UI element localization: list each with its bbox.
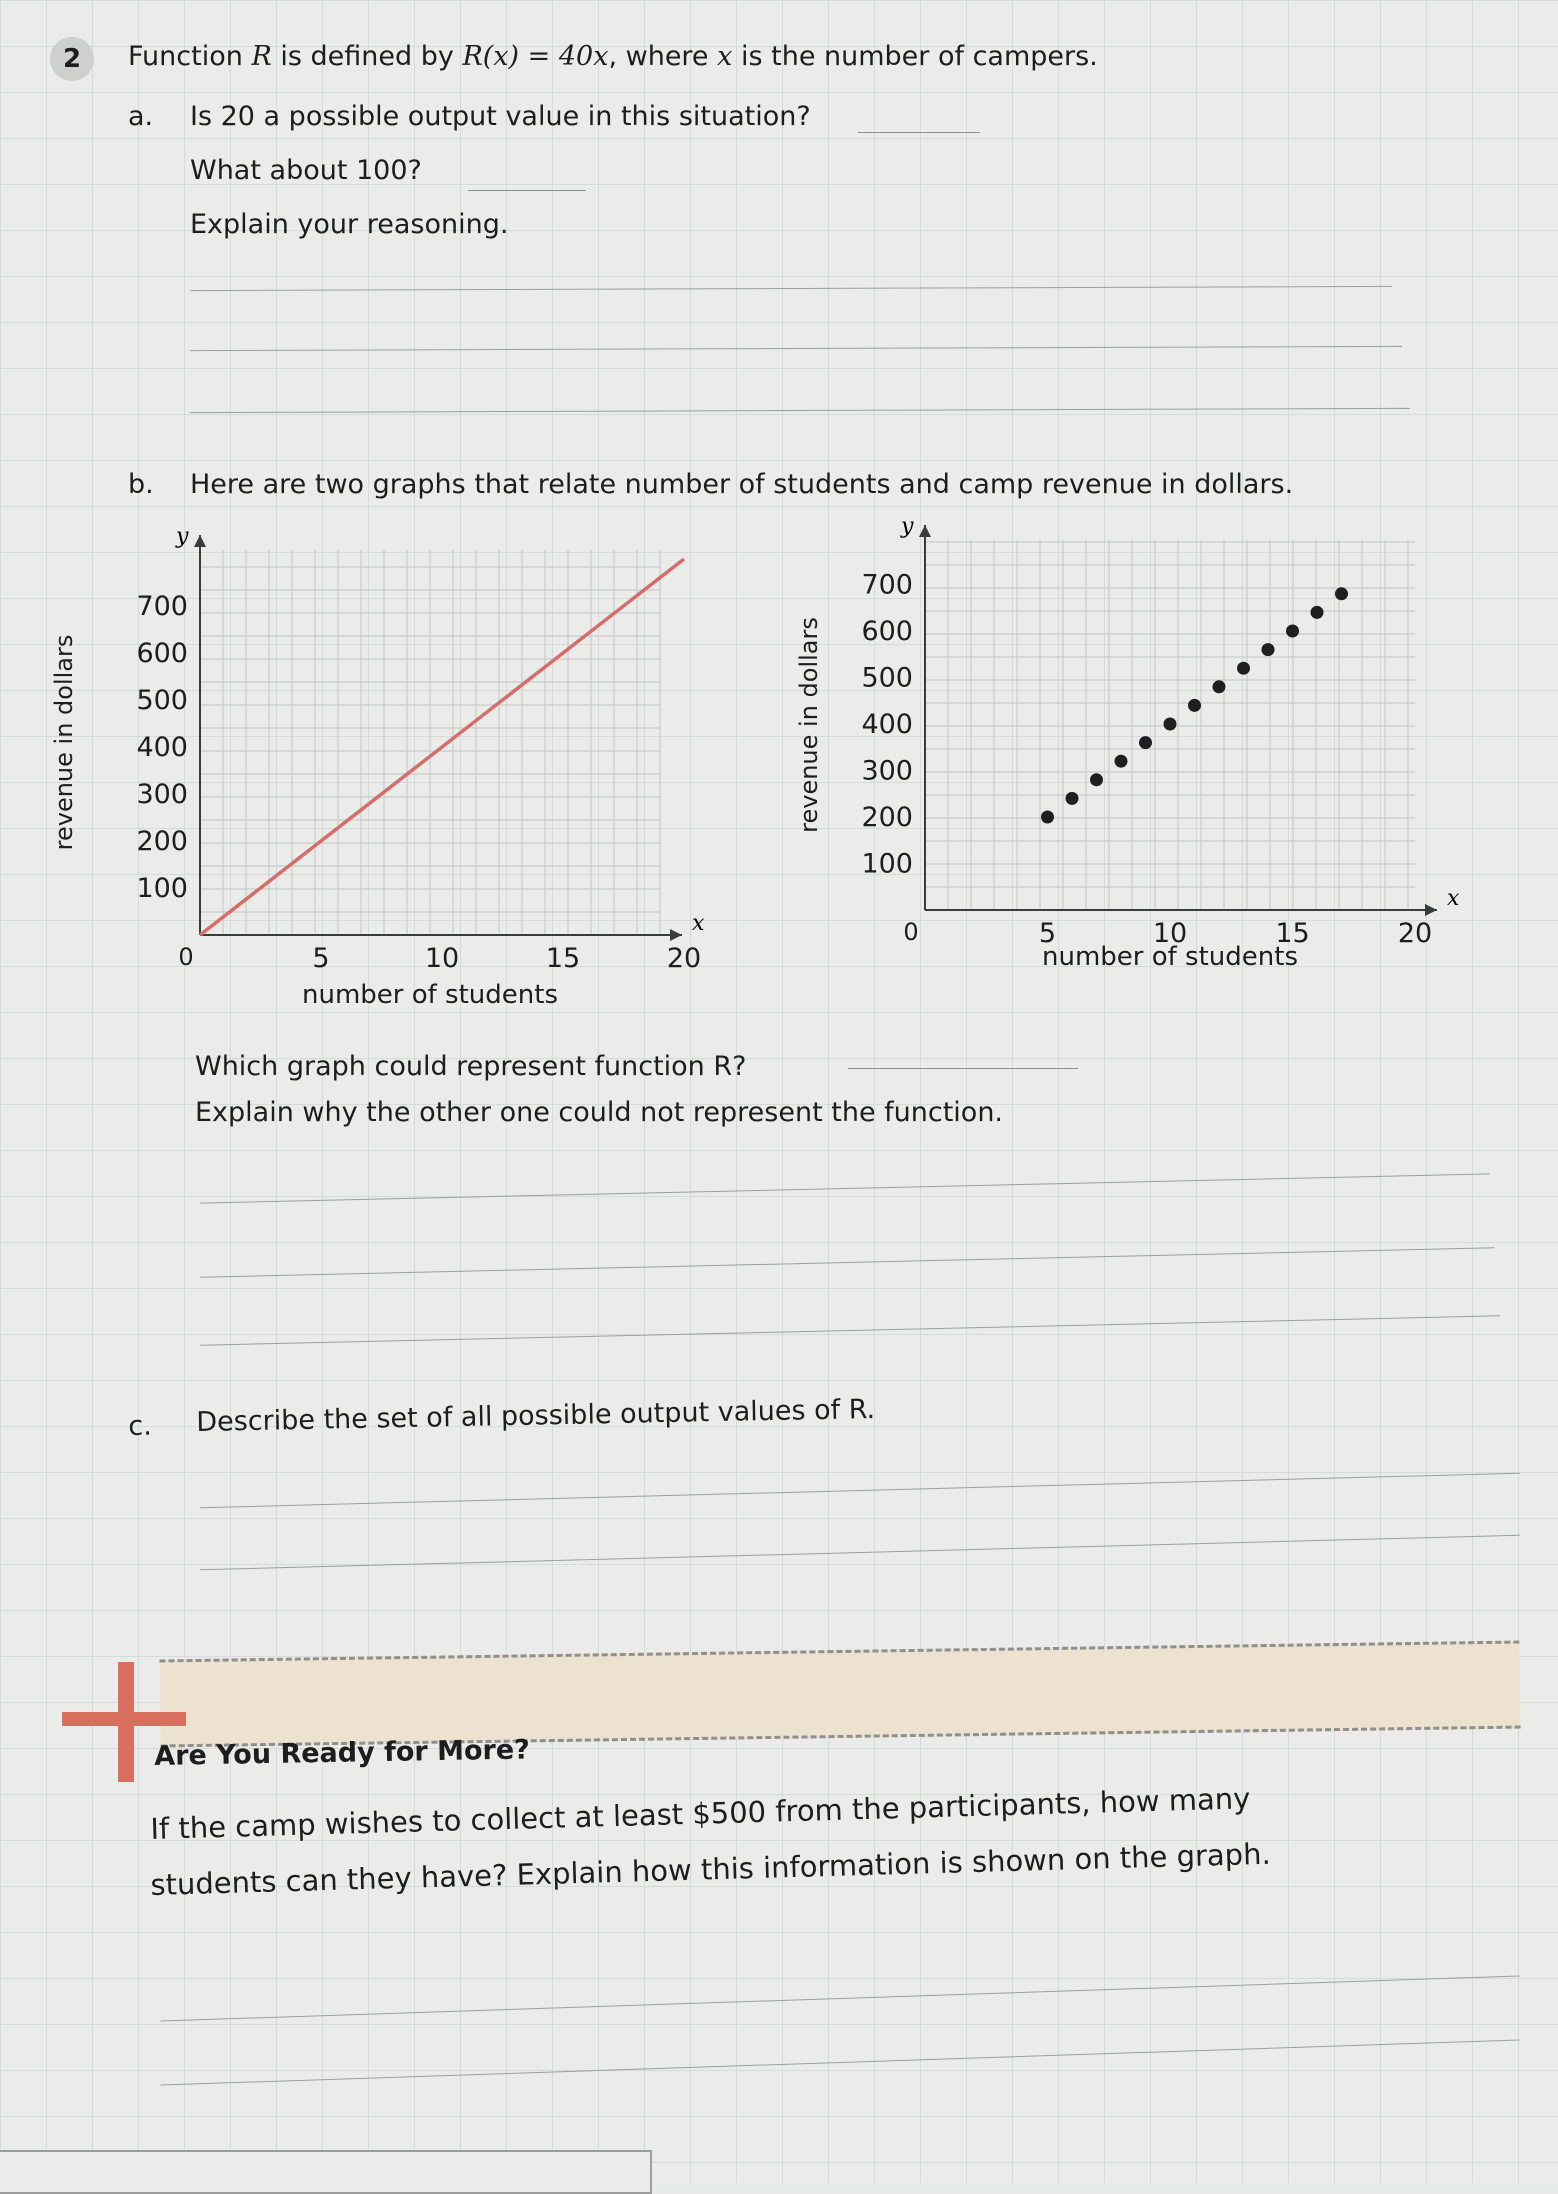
explain-other-question: Explain why the other one could not represent the function. [195, 1097, 1004, 1128]
data-point [1090, 773, 1103, 786]
which-graph-question: Which graph could represent function R? [195, 1051, 747, 1082]
y-tick-label: 400 [136, 732, 188, 763]
y-axis-symbol: y [901, 514, 914, 539]
part-a-label: a. [128, 101, 154, 132]
origin-label: 0 [178, 943, 194, 971]
x-tick-label: 10 [424, 943, 460, 974]
x-tick-label: 15 [545, 943, 581, 974]
answer-line-b2[interactable] [200, 1247, 1495, 1277]
stem-suffix: , where [608, 41, 709, 72]
x-axis-symbol: x [692, 911, 705, 936]
x-tick-label: 5 [1038, 918, 1057, 949]
y-tick-label: 500 [861, 662, 913, 694]
y-tick-label: 400 [861, 709, 913, 740]
ready-banner [159, 1641, 1520, 1748]
answer-blank-a2[interactable] [468, 190, 586, 191]
stem-end: is the number of campers. [740, 41, 1098, 72]
x-tick-label: 20 [666, 943, 702, 974]
data-point [1139, 736, 1152, 749]
x-tick-label: 10 [1152, 918, 1188, 949]
stem-x: x [717, 41, 733, 72]
y-tick-label: 200 [861, 802, 913, 833]
answer-line-c1[interactable] [200, 1473, 1520, 1509]
x-axis-arrow-icon [670, 929, 682, 941]
x-axis-label: number of students [301, 980, 559, 1010]
data-point [1164, 718, 1177, 731]
y-tick-label: 600 [136, 638, 188, 669]
x-axis-label: number of students [1041, 942, 1299, 972]
data-point [1213, 680, 1226, 693]
part-a-question-1: Is 20 a possible output value in this situation? [190, 101, 811, 132]
y-axis-label: revenue in dollars [50, 634, 78, 851]
stem-mid: is defined by [280, 41, 454, 72]
answer-line-a3[interactable] [190, 408, 1410, 413]
line-graph [50, 524, 760, 1020]
y-axis-label: revenue in dollars [795, 617, 823, 833]
y-tick-label: 200 [136, 826, 188, 857]
data-point [1286, 625, 1299, 638]
ready-title: Are You Ready for More? [154, 1734, 531, 1772]
stem-formula: R(x) = 40x [462, 41, 609, 72]
part-a-question-2: What about 100? [190, 155, 422, 186]
ready-line-2: students can they have? Explain how this information is shown on the graph. [150, 1836, 1272, 1902]
data-point [1311, 606, 1324, 619]
x-tick-label: 15 [1275, 918, 1310, 949]
answer-line-r1[interactable] [160, 1975, 1519, 2021]
question-stem [128, 40, 1098, 74]
part-c-prompt: Describe the set of all possible output values of R. [196, 1393, 876, 1438]
plus-icon [118, 1662, 134, 1782]
y-axis-arrow-icon [194, 535, 206, 547]
x-axis-symbol: x [1447, 886, 1460, 911]
part-a-question-3: Explain your reasoning. [190, 209, 509, 240]
part-b-intro: Here are two graphs that relate number of students and camp revenue in dollars. [190, 469, 1294, 500]
answer-line-r2[interactable] [160, 2039, 1519, 2085]
y-tick-label: 700 [136, 591, 188, 622]
answer-blank-which-graph[interactable] [848, 1068, 1078, 1069]
data-point [1262, 643, 1275, 656]
data-point [1188, 699, 1201, 712]
data-point [1335, 587, 1348, 600]
y-tick-label: 100 [136, 873, 188, 904]
stem-r: R [251, 41, 272, 72]
data-point [1237, 662, 1250, 675]
data-point [1115, 755, 1128, 768]
y-tick-label: 300 [861, 755, 913, 787]
answer-line-c2[interactable] [200, 1535, 1520, 1571]
data-point [1041, 811, 1054, 824]
y-tick-label: 700 [861, 569, 913, 601]
answer-line-a2[interactable] [190, 346, 1402, 351]
scatter-graph [775, 514, 1485, 1005]
answer-blank-a1[interactable] [858, 132, 980, 133]
y-tick-label: 600 [861, 616, 913, 647]
y-tick-label: 300 [136, 779, 188, 810]
origin-label: 0 [903, 918, 919, 946]
data-point [1066, 792, 1079, 805]
y-axis-symbol: y [176, 524, 189, 549]
answer-line-a1[interactable] [190, 286, 1392, 291]
y-tick-label: 500 [136, 685, 188, 716]
y-axis-arrow-icon [919, 525, 931, 537]
x-tick-label: 5 [312, 943, 330, 974]
footer-box [0, 2150, 652, 2194]
part-c-label: c. [128, 1410, 153, 1442]
series-line [200, 559, 684, 935]
y-tick-label: 100 [861, 848, 913, 880]
ready-line-1: If the camp wishes to collect at least $500 from the participants, how many [150, 1781, 1251, 1846]
part-b-label: b. [128, 469, 154, 500]
stem-prefix: Function [128, 41, 243, 72]
answer-line-b3[interactable] [200, 1315, 1500, 1345]
question-number: 2 [50, 37, 94, 81]
x-axis-arrow-icon [1425, 904, 1437, 916]
x-tick-label: 20 [1397, 918, 1433, 949]
answer-line-b1[interactable] [200, 1173, 1490, 1203]
